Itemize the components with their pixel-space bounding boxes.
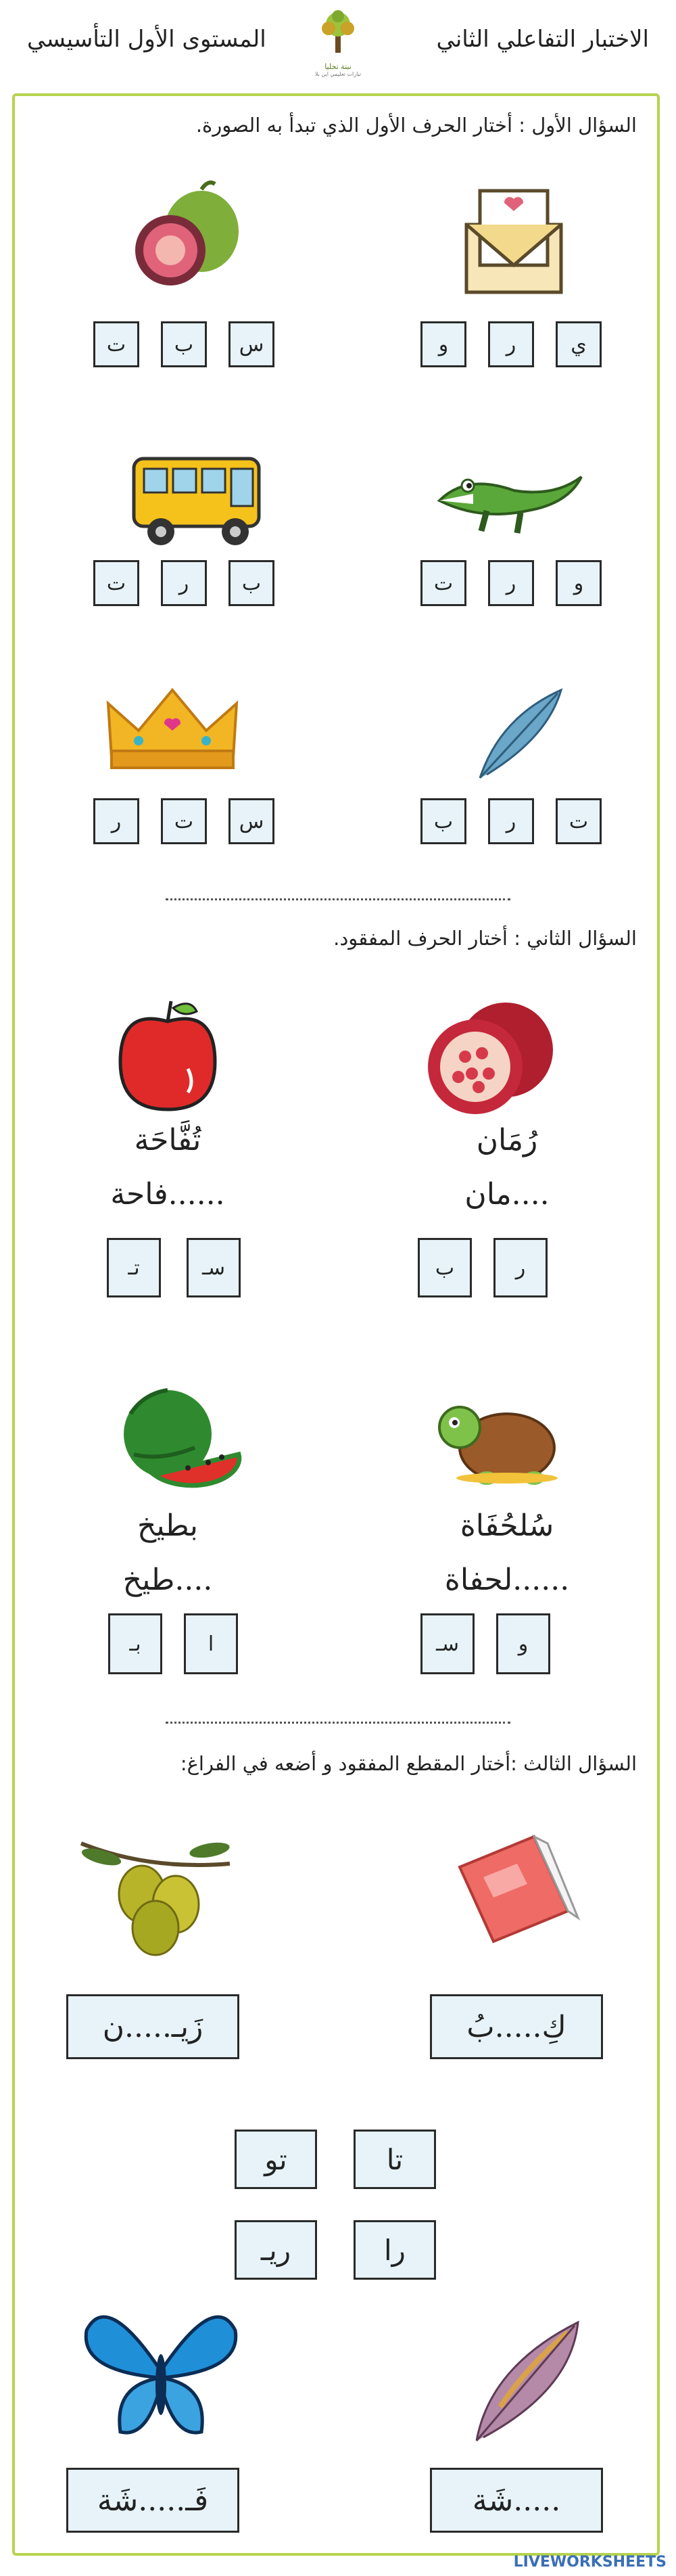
q2-turtle-option-2[interactable]: سـ (420, 1613, 475, 1674)
q3-blank-olives[interactable]: زَيـ.....ن (66, 1994, 239, 2059)
divider-2 (166, 1722, 510, 1724)
q1-row1-left-option-2[interactable]: ب (161, 321, 207, 367)
q2-watermelon-option-1[interactable]: ا (184, 1613, 238, 1674)
q2-blank-pomegranate: ....مان (464, 1177, 550, 1212)
worksheet-title: الاختبار التفاعلي الثاني (436, 26, 649, 53)
logo-text: نبتة تحليا (324, 62, 352, 71)
crown-image (101, 683, 243, 778)
q2-blank-watermelon: ....طيخ (122, 1563, 213, 1597)
q3-syllable-ra[interactable]: را (354, 2220, 436, 2280)
q1-row2-left-option-1[interactable]: ب (228, 560, 274, 606)
fig-image (128, 177, 243, 299)
logo-subtext: تيارات تعليمي اين بلا (314, 71, 362, 77)
q2-blank-turtle: ......لحفاة (444, 1563, 570, 1597)
q3-blank-book[interactable]: كِ.....بُ (430, 1994, 603, 2059)
q1-row2-left-option-2[interactable]: ر (161, 560, 207, 606)
apple-image (114, 994, 222, 1116)
q1-row3-right-option-2[interactable]: ر (488, 798, 534, 844)
liveworksheets-brand: LIVEWORKSHEETS (513, 2554, 667, 2571)
q1-row1-right-option-2[interactable]: ر (488, 321, 534, 367)
feather-image (466, 683, 568, 785)
logo (310, 5, 366, 87)
watermelon-image (114, 1387, 242, 1495)
q1-row3-left-option-3[interactable]: ر (93, 798, 139, 844)
divider (166, 898, 510, 900)
q3-syllable-ta[interactable]: تا (354, 2130, 436, 2189)
level-title: المستوى الأول التأسيسي (27, 26, 266, 53)
q2-apple-option-2[interactable]: تـ (107, 1238, 161, 1297)
q1-row3-right-option-3[interactable]: ب (420, 798, 466, 844)
question-3-title: السؤال الثالث :أختار المقطع المفقود و أضعه في الفراغ: (180, 1752, 637, 1775)
q2-apple-option-1[interactable]: سـ (187, 1238, 241, 1297)
pomegranate-image (418, 989, 566, 1124)
q3-blank-feather[interactable]: .....شَة (430, 2468, 603, 2533)
q1-row2-right-option-2[interactable]: ر (488, 560, 534, 606)
turtle-image (433, 1390, 561, 1492)
feather-2-image (460, 2312, 588, 2447)
q1-row2-right-option-3[interactable]: ت (420, 560, 466, 606)
q1-row3-left-option-2[interactable]: ت (161, 798, 207, 844)
q3-syllable-ri[interactable]: ريـ (235, 2220, 317, 2280)
q1-row2-right-option-1[interactable]: و (556, 560, 602, 606)
envelope-letter-image (460, 184, 568, 299)
q1-row1-right-option-1[interactable]: ي (556, 321, 602, 367)
q1-row1-right-option-3[interactable]: و (420, 321, 466, 367)
q2-word-pomegranate: رُمَان (476, 1123, 538, 1157)
q1-row3-right-option-1[interactable]: ت (556, 798, 602, 844)
q1-row2-left-option-3[interactable]: ت (93, 560, 139, 606)
olives-image (74, 1830, 237, 1958)
question-1-title: السؤال الأول : أختار الحرف الأول الذي تبدأ به الصورة. (195, 114, 637, 137)
q2-turtle-option-1[interactable]: و (496, 1613, 550, 1674)
q3-blank-butterfly[interactable]: فَـ.....شَة (66, 2468, 239, 2533)
q1-row1-left-option-3[interactable]: ت (93, 321, 139, 367)
question-2-title: السؤال الثاني : أختار الحرف المفقود. (333, 927, 637, 950)
q1-row3-left-option-1[interactable]: س (228, 798, 274, 844)
q3-syllable-tu[interactable]: تو (235, 2130, 317, 2189)
q2-watermelon-option-2[interactable]: بـ (108, 1613, 162, 1674)
q2-word-watermelon: بطيخ (137, 1509, 199, 1543)
q2-word-apple: تُفَّاحَة (134, 1123, 201, 1157)
q2-blank-apple: ......فاحة (110, 1177, 225, 1212)
q2-pomegranate-option-1[interactable]: ر (493, 1238, 548, 1297)
crocodile-image (433, 460, 588, 541)
tree-logo-icon (310, 5, 366, 60)
book-image (446, 1826, 581, 1955)
q2-word-turtle: سُلحُفَاة (460, 1509, 554, 1543)
q1-row1-left-option-1[interactable]: س (228, 321, 274, 367)
butterfly-image (80, 2297, 242, 2459)
q2-pomegranate-option-2[interactable]: ب (418, 1238, 472, 1297)
school-bus-image (127, 445, 269, 553)
